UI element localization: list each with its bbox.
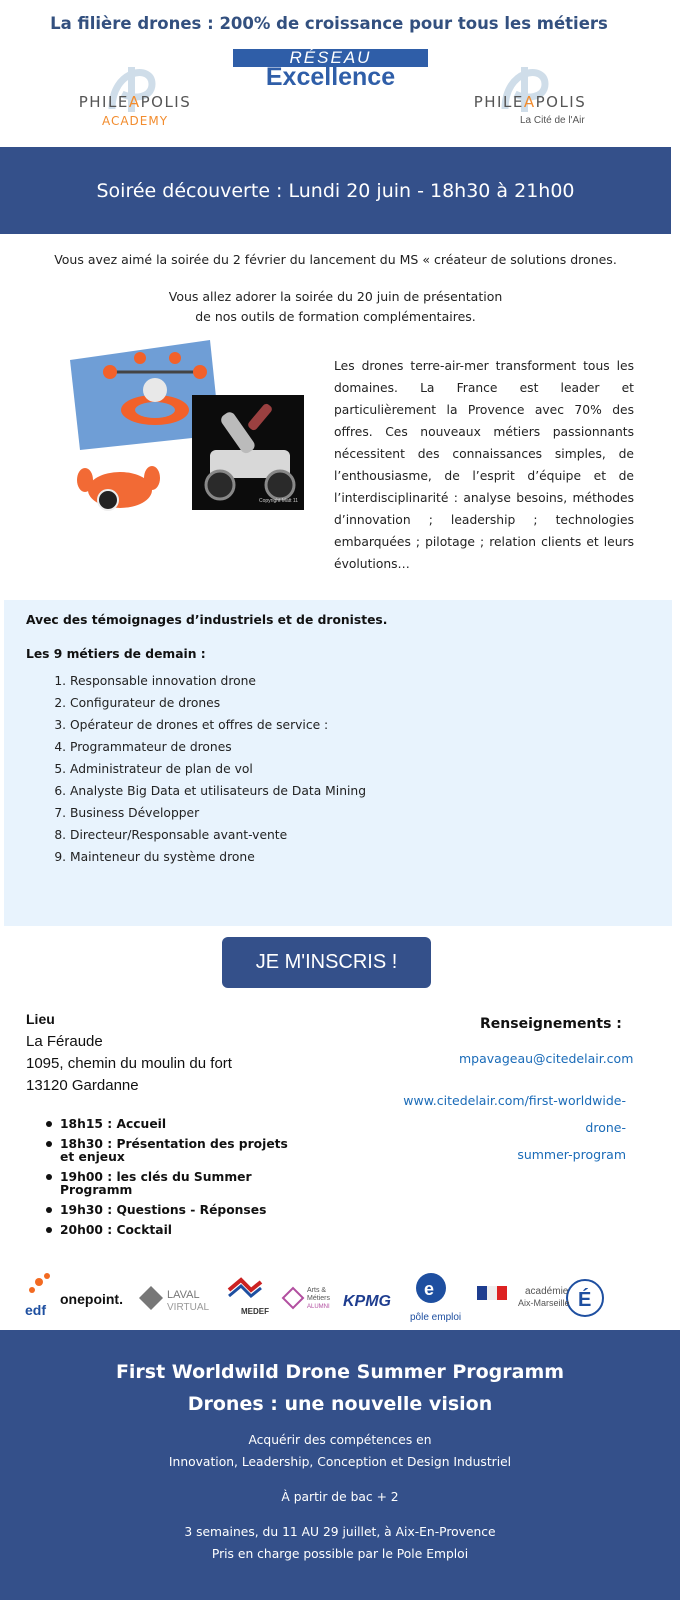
page-title: La filière drones : 200% de croissance pour tous les métiers <box>50 14 608 33</box>
edf-logo <box>25 1273 50 1318</box>
program-line: Acquérir des compétences en <box>248 1433 432 1447</box>
venue-line: 13120 Gardanne <box>26 1077 139 1094</box>
arts-text: Métiers <box>307 1295 330 1302</box>
logo-word-accent: A <box>128 93 141 111</box>
schedule-time: 19h30 <box>60 1203 103 1217</box>
logo-subtitle: ACADEMY <box>101 114 169 128</box>
schedule-time: 19h00 <box>60 1170 103 1184</box>
arts-text: Arts & <box>307 1287 327 1294</box>
logo-word: POLIS <box>535 93 587 111</box>
schedule-time: 18h30 <box>60 1137 103 1151</box>
laval-text: LAVAL <box>167 1289 200 1301</box>
edf-text: edf <box>25 1302 46 1318</box>
arts-text: ALUMNI <box>307 1304 330 1310</box>
schedule-label: : les clés du Summer Programm <box>60 1170 252 1197</box>
phileapolis-cite-logo <box>455 62 605 126</box>
testimonials-heading: Avec des témoignages d’industriels et de dronistes. <box>26 613 388 627</box>
schedule-time: 18h15 <box>60 1117 103 1131</box>
schedule-item <box>40 1224 300 1237</box>
schedule-item <box>40 1118 300 1131</box>
description-paragraph: Les drones terre-air-mer transforment tous les domaines. La France est leader et particulièrement la Provence avec 70% des offres. Ces nouveaux métiers passionnants nécessitent des connaissances simples, de l’enthousiasme, de l’esprit d’équipe et de l’interdisciplinarité : analyse besoins, méthodes d’innovation ; leadership ; technologies embarquées ; pilotage ; relation clients et leurs évolutions… <box>334 359 634 571</box>
jobs-panel <box>4 600 672 926</box>
intro-line: Vous allez adorer la soirée du 20 juin de présentation <box>168 289 503 304</box>
schedule-item <box>40 1204 300 1217</box>
academie-e: É <box>578 1289 592 1311</box>
program-line: 3 semaines, du 11 AU 29 juillet, à Aix-En-Provence <box>184 1525 496 1539</box>
schedule-list <box>40 1118 300 1244</box>
academie-text: académie <box>525 1286 569 1297</box>
url-part: summer-program <box>517 1147 626 1162</box>
academie-text: Aix-Marseille <box>518 1298 570 1308</box>
contact-url-link[interactable] <box>366 1087 626 1168</box>
medef-text: MEDEF <box>241 1307 269 1316</box>
reseau-excellence-logo <box>233 49 428 89</box>
program-banner <box>0 1330 680 1600</box>
logo-word: PHILE <box>78 93 129 111</box>
event-banner: Soirée découverte : Lundi 20 juin - 18h30 à 21h00 <box>0 147 671 234</box>
venue-heading: Lieu <box>26 1011 55 1027</box>
schedule-label: : Questions - Réponses <box>102 1203 267 1217</box>
venue-block <box>26 1008 232 1097</box>
schedule-label: : Présentation des projets et enjeux <box>60 1137 288 1164</box>
job-item: 9. Mainteneur du système drone <box>70 846 366 868</box>
job-item: 2. Configurateur de drones <box>70 692 366 714</box>
logo-reseau: RÉSEAU <box>233 49 428 67</box>
venue-line: La Féraude <box>26 1033 103 1050</box>
medef-logo <box>229 1280 269 1316</box>
phileapolis-academy-logo <box>70 62 200 128</box>
pole-text: pôle emploi <box>410 1312 462 1323</box>
drone-images <box>70 340 310 530</box>
onepoint-logo: onepoint. <box>60 1291 123 1307</box>
job-item: 3. Opérateur de drones et offres de service : <box>70 714 366 736</box>
sponsor-logos <box>25 1268 625 1328</box>
image-caption: Copyright Matt 11 <box>259 498 299 504</box>
republique-francaise-logo <box>477 1286 507 1300</box>
jobs-list <box>34 670 366 868</box>
arts-metiers-logo <box>283 1287 330 1310</box>
schedule-item <box>40 1171 300 1197</box>
schedule-label: : Cocktail <box>102 1223 173 1237</box>
program-subtitle: Drones : une nouvelle vision <box>187 1393 493 1415</box>
job-item: 8. Directeur/Responsable avant-vente <box>70 824 366 846</box>
kpmg-logo: KPMG <box>343 1293 391 1310</box>
logo-word-accent: A <box>523 93 536 111</box>
register-button[interactable]: JE M'INSCRIS ! <box>222 937 431 988</box>
laval-text: VIRTUAL <box>167 1302 210 1313</box>
job-item: 7. Business Développer <box>70 802 366 824</box>
job-item: 5. Administrateur de plan de vol <box>70 758 366 780</box>
program-line: Pris en charge possible par le Pole Emploi <box>211 1547 469 1561</box>
schedule-item <box>40 1138 300 1164</box>
job-item: 4. Programmateur de drones <box>70 736 366 758</box>
laval-virtual-logo <box>139 1286 209 1313</box>
intro-line: de nos outils de formation complémentaires. <box>195 309 476 324</box>
program-line: Innovation, Leadership, Conception et Design Industriel <box>168 1455 512 1469</box>
logo-word: POLIS <box>140 93 192 111</box>
job-item: 1. Responsable innovation drone <box>70 670 366 692</box>
pole-e: e <box>424 1279 435 1299</box>
logo-subtitle: La Cité de l'Air <box>520 115 585 126</box>
academie-aix-marseille-logo <box>518 1280 603 1316</box>
pole-emploi-logo <box>410 1273 461 1323</box>
contact-heading: Renseignements : <box>480 1016 622 1032</box>
contact-email-link[interactable]: mpavageau@citedelair.com <box>459 1051 634 1066</box>
jobs-heading: Les 9 métiers de demain : <box>26 647 206 661</box>
logo-excellence: Excellence <box>265 63 396 91</box>
program-title: First Worldwild Drone Summer Programm <box>115 1361 565 1383</box>
schedule-label: : Accueil <box>102 1117 167 1131</box>
intro-line: Vous avez aimé la soirée du 2 février du lancement du MS « créateur de solutions drones. <box>54 252 617 267</box>
program-line: À partir de bac + 2 <box>281 1490 399 1504</box>
url-part: www.citedelair.com/first-worldwide-drone- <box>403 1093 626 1135</box>
schedule-time: 20h00 <box>60 1223 103 1237</box>
job-item: 6. Analyste Big Data et utilisateurs de Data Mining <box>70 780 366 802</box>
logo-word: PHILE <box>473 93 524 111</box>
venue-line: 1095, chemin du moulin du fort <box>26 1055 232 1072</box>
